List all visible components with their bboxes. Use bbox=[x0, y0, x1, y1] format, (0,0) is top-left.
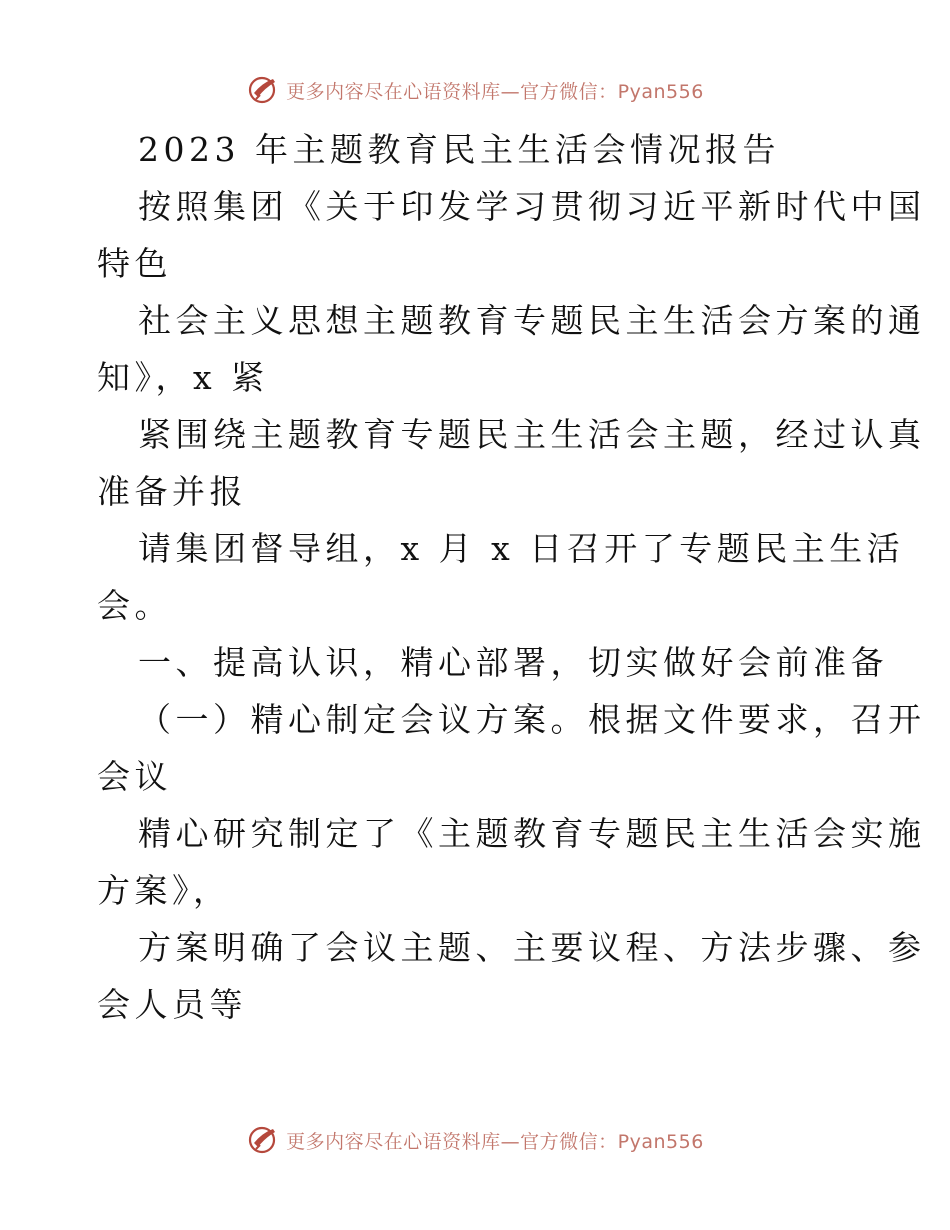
footer-watermark bbox=[0, 1120, 950, 1160]
paragraph-line: 会人员等 bbox=[97, 985, 247, 1024]
paragraph-line: 知》，x 紧 bbox=[97, 358, 269, 397]
paragraph-line: 方案明确了会议主题、主要议程、方法步骤、参 bbox=[138, 928, 926, 967]
paragraph-line: 会议 bbox=[97, 757, 172, 796]
paragraph-line: 紧围绕主题教育专题民主生活会主题，经过认真 bbox=[138, 415, 926, 454]
pen-logo-icon bbox=[246, 1123, 280, 1157]
subsection-heading: （一）精心制定会议方案。根据文件要求，召开 bbox=[138, 700, 926, 739]
watermark-text: 更多内容尽在心语资料库—官方微信：Pyan556 bbox=[286, 1130, 704, 1153]
report-title: 2023 年主题教育民主生活会情况报告 bbox=[138, 130, 780, 169]
paragraph-line: 按照集团《关于印发学习贯彻习近平新时代中国 bbox=[138, 187, 926, 226]
paragraph-line: 特色 bbox=[97, 244, 172, 283]
paragraph-line: 请集团督导组，x 月 x 日召开了专题民主生活 bbox=[138, 529, 905, 568]
paragraph-line: 准备并报 bbox=[97, 472, 247, 511]
paragraph-line: 社会主义思想主题教育专题民主生活会方案的通 bbox=[138, 301, 926, 340]
paragraph-line: 精心研究制定了《主题教育专题民主生活会实施 bbox=[138, 814, 926, 853]
paragraph-line: 会。 bbox=[97, 586, 172, 625]
paragraph-line: 方案》， bbox=[97, 871, 231, 910]
watermark-text: 更多内容尽在心语资料库—官方微信：Pyan556 bbox=[286, 80, 704, 103]
section-heading: 一、提高认识，精心部署，切实做好会前准备 bbox=[138, 643, 888, 682]
